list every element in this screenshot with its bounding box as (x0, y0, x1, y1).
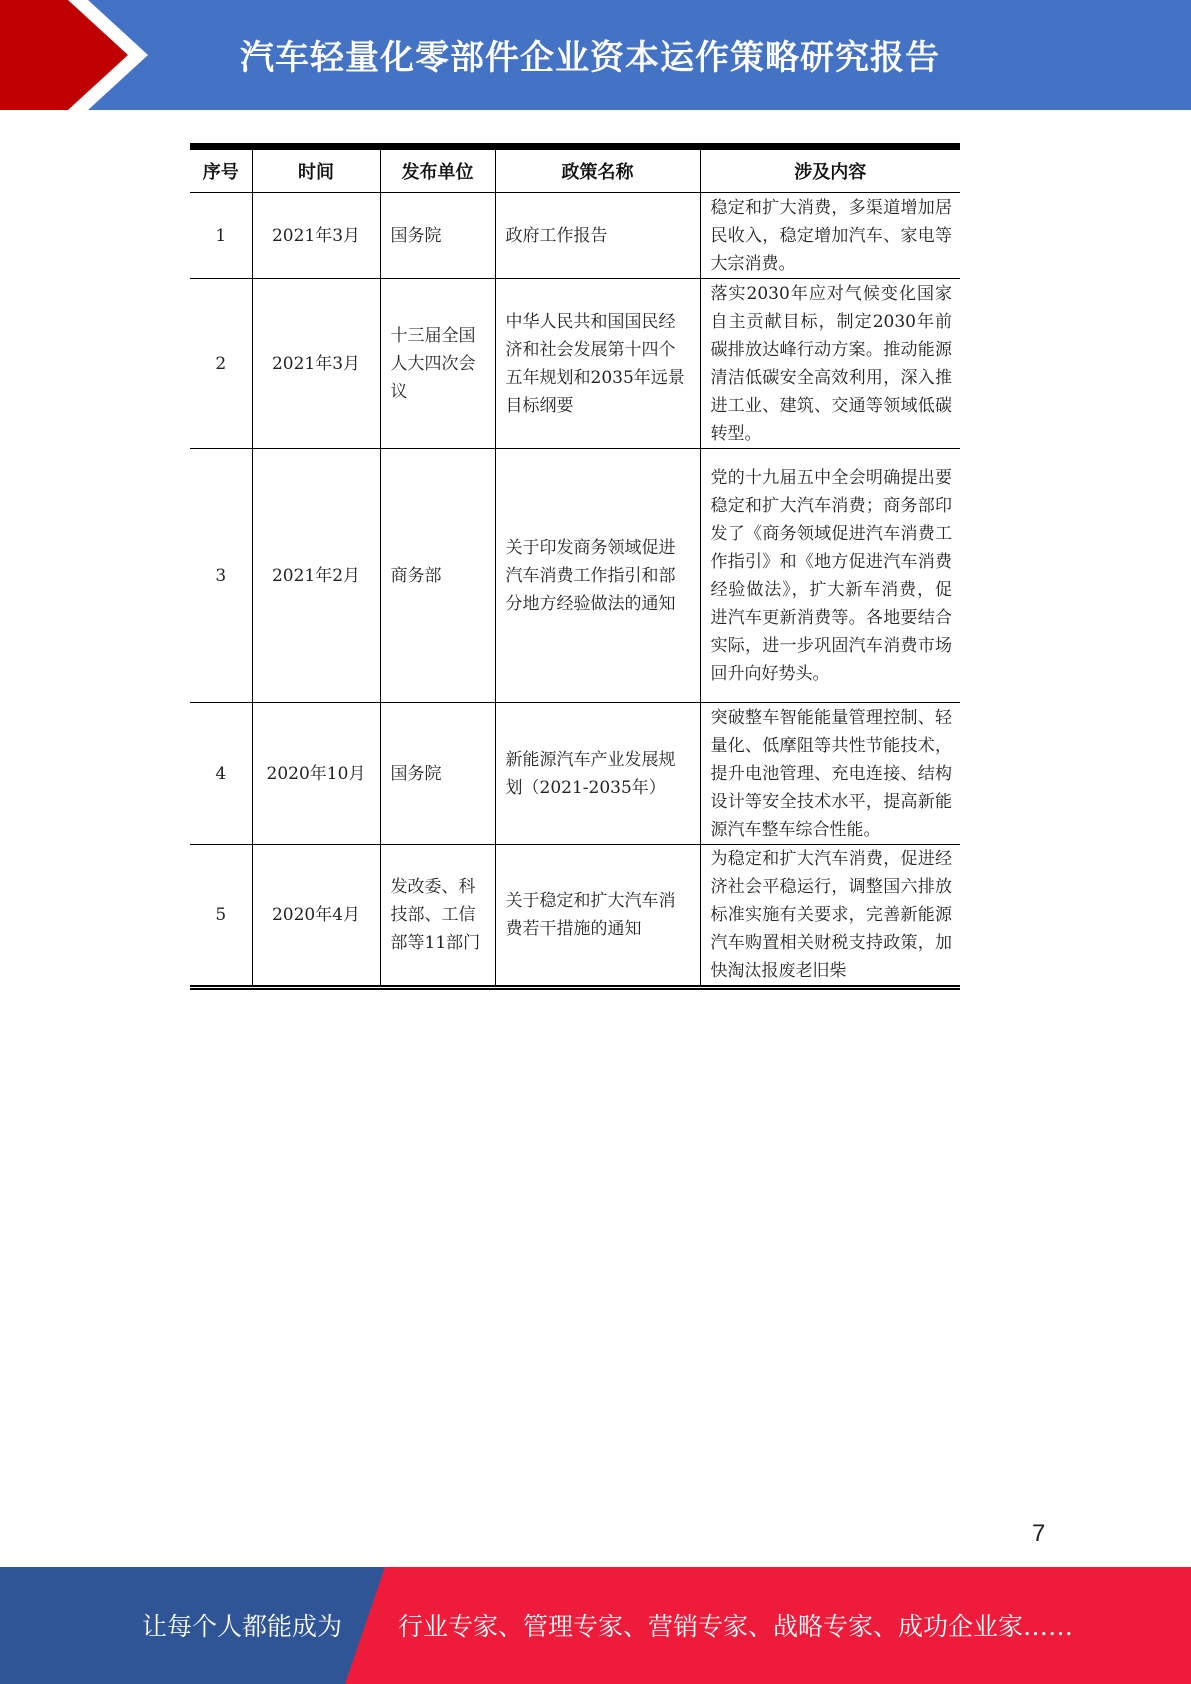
table-row (190, 449, 960, 703)
row-content: 稳定和扩大消费，多渠道增加居民收入，稳定增加汽车、家电等大宗消费。 (700, 193, 960, 279)
page-header (0, 0, 1191, 110)
row-policy-name: 关于稳定和扩大汽车消费若干措施的通知 (495, 845, 700, 988)
row-unit: 国务院 (380, 703, 495, 845)
table-row (190, 845, 960, 988)
column-header-unit: 发布单位 (380, 147, 495, 193)
row-policy-name: 中华人民共和国国民经济和社会发展第十四个五年规划和2035年远景目标纲要 (495, 279, 700, 449)
column-header-time: 时间 (252, 147, 380, 193)
column-header-number: 序号 (190, 147, 252, 193)
page-footer (0, 1567, 1191, 1684)
footer-slogan-right: 行业专家、管理专家、营销专家、战略专家、成功企业家…… (398, 1612, 1074, 1641)
row-content: 突破整车智能能量管理控制、轻量化、低摩阻等共性节能技术，提升电池管理、充电连接、结构设计等安全技术水平，提高新能源汽车整车综合性能。 (700, 703, 960, 845)
policy-table (190, 143, 960, 990)
row-time: 2021年3月 (252, 279, 380, 449)
row-unit: 商务部 (380, 449, 495, 703)
row-policy-name: 新能源汽车产业发展规划（2021-2035年） (495, 703, 700, 845)
column-header-policy-name: 政策名称 (495, 147, 700, 193)
row-time: 2020年10月 (252, 703, 380, 845)
row-unit: 发改委、科技部、工信部等11部门 (380, 845, 495, 988)
table-header-row (190, 147, 960, 193)
row-policy-name: 关于印发商务领域促进汽车消费工作指引和部分地方经验做法的通知 (495, 449, 700, 703)
table-row (190, 193, 960, 279)
page-number: 7 (1032, 1520, 1046, 1547)
report-title: 汽车轻量化零部件企业资本运作策略研究报告 (240, 38, 940, 78)
row-number: 2 (190, 279, 252, 449)
header-arrow-icon (0, 0, 160, 110)
row-time: 2020年4月 (252, 845, 380, 988)
row-time: 2021年3月 (252, 193, 380, 279)
row-number: 1 (190, 193, 252, 279)
row-content: 为稳定和扩大汽车消费，促进经济社会平稳运行，调整国六排放标准实施有关要求，完善新能源汽车购置相关财税支持政策，加快淘汰报废老旧柴 (700, 845, 960, 988)
row-time: 2021年2月 (252, 449, 380, 703)
column-header-content: 涉及内容 (700, 147, 960, 193)
row-content: 党的十九届五中全会明确提出要稳定和扩大汽车消费；商务部印发了《商务领域促进汽车消费工作指引》和《地方促进汽车消费经验做法》，扩大新车消费，促进汽车更新消费等。各地要结合实际，进一步巩固汽车消费市场回升向好势头。 (700, 449, 960, 703)
row-policy-name: 政府工作报告 (495, 193, 700, 279)
row-unit: 国务院 (380, 193, 495, 279)
row-number: 5 (190, 845, 252, 988)
row-number: 3 (190, 449, 252, 703)
table-row (190, 279, 960, 449)
footer-slogan-left: 让每个人都能成为 (142, 1612, 343, 1641)
row-unit: 十三届全国人大四次会议 (380, 279, 495, 449)
row-content: 落实2030年应对气候变化国家自主贡献目标，制定2030年前碳排放达峰行动方案。推动能源清洁低碳安全高效利用，深入推进工业、建筑、交通等领域低碳转型。 (700, 279, 960, 449)
table-row (190, 703, 960, 845)
row-number: 4 (190, 703, 252, 845)
